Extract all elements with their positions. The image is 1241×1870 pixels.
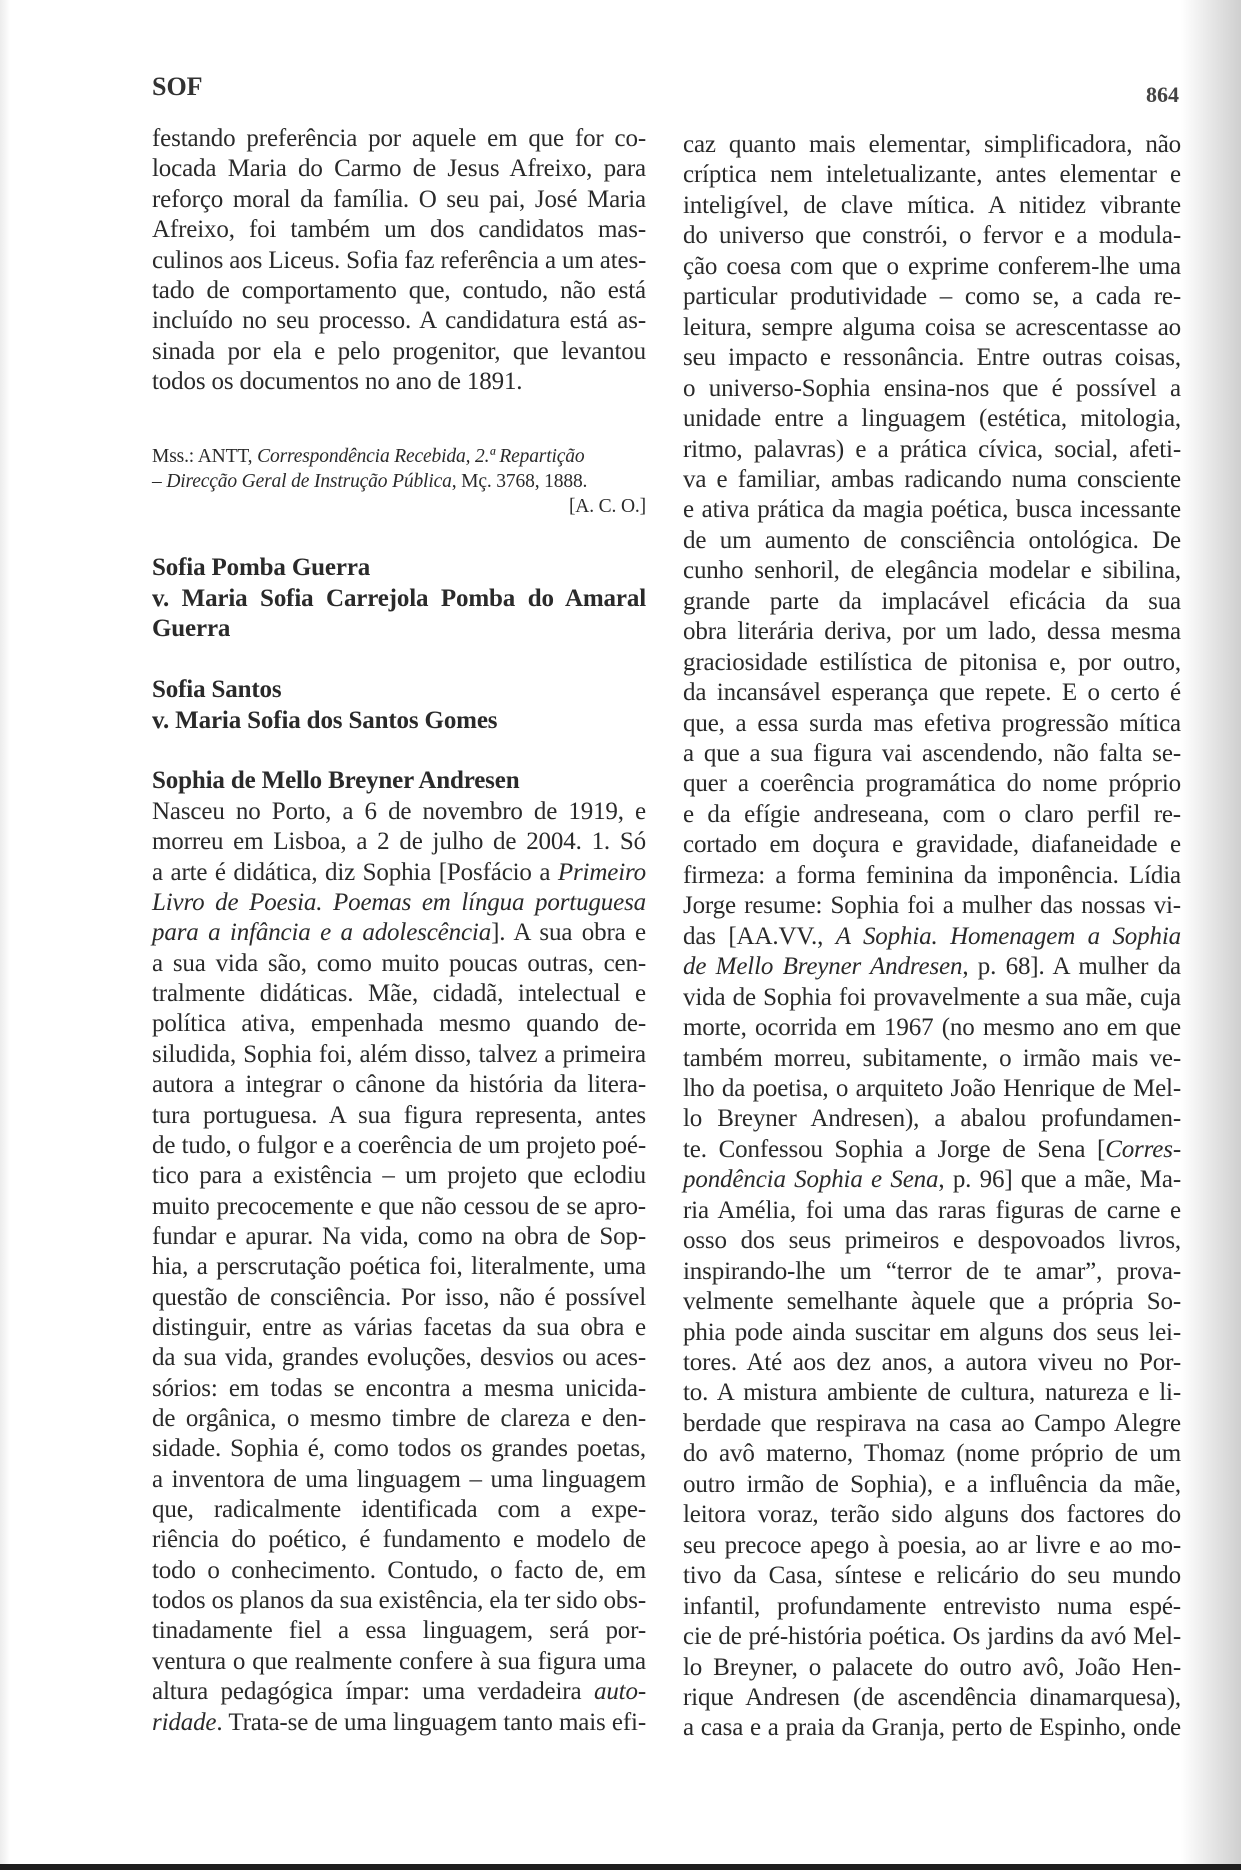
text-line — [152, 215, 646, 245]
text-run: , p. 96] que a mãe, Ma- — [938, 1166, 1182, 1194]
italic-text: auto- — [593, 1678, 646, 1706]
text-run: que, a essa surda mas efetiva progressão mítica — [683, 709, 1181, 737]
text-line — [683, 952, 1181, 982]
text-run: velmente semelhante àquele que a própria So- — [683, 1288, 1181, 1316]
text-run: política ativa, empenhada mesmo quando de- — [152, 1010, 646, 1038]
italic-text: A Sophia. Homenagem a Sophia — [835, 922, 1181, 950]
text-line — [683, 1500, 1181, 1530]
text-run: tura portuguesa. A sua figura representa, antes — [152, 1101, 646, 1129]
text-line — [683, 891, 1181, 921]
text-run: outro irmão de Sophia), e a influência da mãe, — [683, 1470, 1181, 1498]
text-line — [152, 949, 646, 979]
text-run: va e familiar, ambas radicando numa consciente — [683, 465, 1181, 493]
text-line — [152, 1192, 646, 1222]
text-line — [683, 1196, 1181, 1226]
text-run: hia, a perscrutação poética foi, literalmente, uma — [152, 1253, 646, 1281]
text-run: reforço moral da família. O seu pai, José Maria — [152, 185, 646, 213]
text-line — [152, 1131, 646, 1161]
text-line — [152, 1677, 646, 1707]
text-run: morreu em Lisboa, a 2 de julho de 2004. 1. Só — [152, 828, 646, 856]
text-run: unidade entre a linguagem (estética, mitologia, — [683, 405, 1181, 433]
text-run: a casa e a praia da Granja, perto de Espinho, onde — [683, 1714, 1181, 1742]
italic-text: Primeiro — [557, 858, 646, 886]
text-line — [683, 1622, 1181, 1652]
text-run: te. Confessou Sophia a Jorge de Sena [ — [683, 1135, 1106, 1163]
text-run: ventura o que realmente confere à sua figura uma — [152, 1647, 646, 1675]
text-line — [683, 343, 1181, 373]
text-line — [683, 1135, 1181, 1165]
xref-see[interactable]: v. Maria Sofia dos Santos Gomes — [152, 707, 498, 734]
text-run: locada Maria do Carmo de Jesus Afreixo, para — [152, 155, 646, 183]
text-line — [152, 185, 646, 215]
text-line — [152, 827, 646, 857]
text-run: questão de consciência. Por isso, não é possível — [152, 1283, 646, 1311]
text-run: do avô materno, Thomaz (nome próprio de um — [683, 1440, 1181, 1468]
text-line — [683, 404, 1181, 434]
xref-see[interactable]: v. Maria Sofia Carrejola Pomba do Amaral — [152, 585, 646, 612]
text-line — [152, 1434, 646, 1464]
text-run: tado de comportamento que, contudo, não está — [152, 277, 646, 304]
text-run: também morreu, subitamente, o irmão mais ve- — [683, 1044, 1181, 1072]
sources-title: Correspondência Recebida, 2.ª Repartição — [257, 446, 585, 467]
text-run: críptica nem inteletualizante, antes elementar e — [683, 161, 1181, 189]
text-line — [683, 1683, 1181, 1713]
text-line — [683, 1226, 1181, 1256]
text-run: tivo da Casa, síntese e relicário do seu mundo — [683, 1562, 1181, 1590]
page-gutter-shadow — [0, 0, 10, 1870]
text-run: lo Breyner Andresen), a abalou profundamen- — [683, 1105, 1181, 1133]
text-run: , p. 68]. A mulher da — [962, 953, 1181, 981]
sources-suffix: , Mç. 3768, 1888. — [451, 471, 588, 492]
text-line — [683, 922, 1181, 952]
text-run: cie de pré-história poética. Os jardins da avó Mel- — [683, 1623, 1181, 1651]
text-line — [683, 465, 1181, 495]
text-run: seu precoce apego à poesia, ao ar livre e ao mo- — [683, 1531, 1181, 1559]
text-run: rique Andresen (de ascendência dinamarquesa), — [683, 1683, 1181, 1711]
text-run: altura pedagógica ímpar: uma verdadeira — [152, 1678, 594, 1706]
text-line — [152, 858, 646, 888]
text-run: Afreixo, foi também um dos candidatos mas- — [152, 216, 646, 244]
text-run: ria Amélia, foi uma das raras figuras de carne e — [683, 1196, 1181, 1224]
author-initials: [A. C. O.] — [568, 496, 646, 517]
text-line — [683, 1074, 1181, 1104]
text-run: festando preferência por aquele em que for co- — [152, 125, 646, 152]
text-run: to. A mistura ambiente de cultura, natureza e li- — [683, 1379, 1181, 1407]
text-line — [683, 739, 1181, 769]
text-run: tinadamente fiel a essa linguagem, será por- — [152, 1617, 646, 1645]
text-line — [152, 124, 646, 154]
text-run: fundar e apurar. Na vida, como na obra de Sop- — [152, 1222, 646, 1250]
text-line — [683, 1378, 1181, 1408]
italic-text: pondência Sophia e Sena — [683, 1166, 939, 1194]
text-line — [683, 374, 1181, 404]
text-run: Jorge resume: Sophia foi a mulher das nossas vi- — [683, 892, 1181, 920]
text-line — [683, 1713, 1181, 1743]
text-line — [683, 830, 1181, 860]
text-line — [152, 1586, 646, 1616]
text-line — [683, 861, 1181, 891]
text-run: a sua vida são, como muito poucas outras, cen- — [152, 949, 646, 977]
text-run: quer a coerência programática do nome próprio — [683, 770, 1181, 798]
text-line — [683, 160, 1181, 190]
running-head: SOF — [152, 72, 203, 101]
text-line — [683, 252, 1181, 282]
text-run: lho da poetisa, o arquiteto João Henrique de Mel- — [683, 1074, 1181, 1102]
text-line — [683, 709, 1181, 739]
text-line — [683, 1561, 1181, 1591]
text-line — [683, 769, 1181, 799]
italic-text: para a infância e a adolescência — [152, 919, 492, 947]
text-run: infantil, profundamente entrevisto numa espé- — [683, 1592, 1181, 1620]
text-line — [152, 1101, 646, 1131]
text-line — [152, 1040, 646, 1070]
text-run: leitora voraz, terão sido alguns dos factores do — [683, 1501, 1181, 1529]
text-line — [683, 1439, 1181, 1469]
text-line — [683, 313, 1181, 343]
text-run: morte, ocorrida em 1967 (no mesmo ano em que — [683, 1014, 1181, 1042]
text-line — [152, 1465, 646, 1495]
text-run: autora a integrar o cânone da história da litera- — [152, 1071, 646, 1099]
text-line — [683, 221, 1181, 251]
text-run: riência do poético, é fundamento e modelo de — [152, 1526, 646, 1554]
text-line — [152, 918, 646, 948]
text-run: inspirando-lhe um “terror de te amar”, prova- — [683, 1257, 1181, 1285]
text-line — [152, 154, 646, 184]
text-run: lo Breyner, o palacete do outro avô, João Hen- — [683, 1653, 1181, 1681]
text-line — [683, 587, 1181, 617]
text-line — [683, 648, 1181, 678]
text-line — [152, 276, 646, 306]
text-line — [683, 556, 1181, 586]
text-line — [683, 1318, 1181, 1348]
text-run: das [AA.VV., — [683, 922, 836, 950]
entry-heading: Sophia de Mello Breyner Andresen — [152, 767, 520, 794]
text-line — [152, 1616, 646, 1646]
text-line — [683, 1531, 1181, 1561]
text-run: da sua vida, grandes evoluções, desvios ou aces- — [152, 1344, 646, 1372]
text-run: berdade que respirava na casa ao Campo Alegre — [683, 1409, 1181, 1437]
text-run: a arte é didática, diz Sophia [Posfácio a — [152, 858, 558, 886]
text-line — [152, 306, 646, 336]
text-line — [152, 1313, 646, 1343]
text-line — [683, 1592, 1181, 1622]
text-line — [152, 1404, 646, 1434]
text-run: grande parte da implacável eficácia da sua — [683, 587, 1181, 615]
text-line — [152, 367, 646, 397]
text-line — [683, 1470, 1181, 1500]
text-run: de orgânica, o mesmo timbre de clareza e den- — [152, 1405, 646, 1432]
text-run: graciosidade estilística de pitonisa e, por outro, — [683, 648, 1181, 676]
text-line — [683, 191, 1181, 221]
text-line — [152, 1070, 646, 1100]
text-line — [152, 1343, 646, 1373]
text-line — [683, 282, 1181, 312]
text-run: todos os documentos no ano de 1891. — [152, 368, 523, 396]
text-line — [152, 1374, 646, 1404]
text-line — [152, 1495, 646, 1525]
text-run: a que a sua figura vai ascendendo, não falta se- — [683, 740, 1181, 767]
text-run: sórios: em todas se encontra a mesma unicida- — [152, 1374, 646, 1402]
text-run: e da efígie andreseana, com o claro perfil re- — [683, 800, 1181, 828]
text-run: tores. Até aos dez anos, a autora viveu no Por- — [683, 1349, 1181, 1376]
text-run: Nasceu no Porto, a 6 de novembro de 1919, e — [152, 798, 646, 825]
text-run: cunho senhoril, de elegância modelar e sibilina, — [683, 557, 1181, 585]
text-run: ção coesa com que o exprime conferem-lhe uma — [683, 252, 1181, 280]
text-run: de um aumento de consciência ontológica. De — [683, 526, 1181, 554]
text-run: de tudo, o fulgor e a coerência de um projeto poé- — [152, 1131, 646, 1159]
text-line — [683, 678, 1181, 708]
text-line — [683, 526, 1181, 556]
text-run: seu impacto e ressonância. Entre outras coisas, — [683, 344, 1181, 372]
text-run: ritmo, palavras) e a prática cívica, social, afeti- — [683, 435, 1181, 463]
text-line — [152, 337, 646, 367]
text-line — [152, 1708, 646, 1738]
text-line — [683, 1044, 1181, 1074]
page-edge-shadow — [1181, 0, 1241, 1870]
text-run: particular produtividade – como se, a cada re- — [683, 283, 1181, 311]
text-line — [152, 888, 646, 918]
text-run: a inventora de uma linguagem – uma linguagem — [152, 1465, 646, 1493]
text-run: tralmente didáticas. Mãe, cidadã, intelectual e — [152, 980, 646, 1008]
italic-text: de Mello Breyner Andresen — [683, 953, 963, 981]
text-line — [683, 495, 1181, 525]
italic-text: ridade — [152, 1708, 217, 1736]
text-line — [683, 435, 1181, 465]
text-run: todo o conhecimento. Contudo, o facto de, em — [152, 1556, 646, 1584]
text-run: do universo que constrói, o fervor e a modula- — [683, 222, 1181, 250]
text-line — [152, 797, 646, 827]
sources-line-2 — [152, 469, 646, 494]
text-run: firmeza: a forma feminina da imponência. Lídia — [683, 861, 1181, 889]
text-run: osso dos seus primeiros e despovoados livros, — [683, 1227, 1181, 1255]
text-run: o universo-Sophia ensina-nos que é possível a — [683, 374, 1181, 402]
xref-heading: Sofia Santos — [152, 676, 282, 703]
sources-title-cont: – Direcção Geral de Instrução Pública — [152, 471, 452, 492]
text-run: inteligível, de clave mítica. A nitidez vibrante — [683, 191, 1181, 219]
text-run: incluído no seu processo. A candidatura está as- — [152, 307, 646, 335]
text-run: . Trata-se de uma linguagem tanto mais efi- — [216, 1708, 646, 1736]
text-run: distinguir, entre as várias facetas da sua obra e — [152, 1313, 646, 1341]
text-run: obra literária deriva, por um lado, dessa mesma — [683, 618, 1181, 646]
text-run: ]. A sua obra e — [491, 919, 646, 947]
italic-text: Corres- — [1105, 1135, 1181, 1163]
text-line — [152, 1556, 646, 1586]
page-number: 864 — [1146, 82, 1179, 107]
text-line — [683, 1257, 1181, 1287]
xref-heading: Sofia Pomba Guerra — [152, 554, 371, 581]
text-run: culinos aos Liceus. Sofia faz referência a um ates- — [152, 246, 647, 274]
text-line — [683, 617, 1181, 647]
text-line — [152, 1525, 646, 1555]
text-line — [152, 246, 646, 276]
text-run: tico para a existência – um projeto que eclodiu — [152, 1162, 646, 1190]
text-run: muito precocemente e que não cessou de se apro- — [152, 1192, 646, 1220]
text-run: todos os planos da sua existência, ela ter sido obs- — [152, 1587, 646, 1615]
text-line — [683, 1409, 1181, 1439]
text-run: phia pode ainda suscitar em alguns dos seus lei- — [683, 1318, 1181, 1346]
text-line — [152, 1009, 646, 1039]
text-line — [683, 130, 1181, 160]
italic-text: Livro de Poesia. Poemas em língua portuguesa — [152, 889, 646, 917]
text-line — [683, 1165, 1181, 1195]
text-run: sidade. Sophia é, como todos os grandes poetas, — [152, 1435, 646, 1463]
text-run: da incansável esperança que repete. E o certo é — [683, 679, 1181, 707]
text-line — [683, 1104, 1181, 1134]
text-line — [152, 1647, 646, 1677]
scan-bottom-edge — [0, 1864, 1241, 1870]
text-line — [152, 1222, 646, 1252]
text-line — [683, 1287, 1181, 1317]
text-line — [683, 1348, 1181, 1378]
sources-prefix: Mss.: ANTT, — [152, 446, 258, 467]
text-line — [683, 1013, 1181, 1043]
text-run: vida de Sophia foi provavelmente a sua mãe, cuja — [683, 983, 1181, 1011]
text-line — [683, 1653, 1181, 1683]
text-line — [152, 1252, 646, 1282]
text-line — [152, 1283, 646, 1313]
text-run: cortado em doçura e gravidade, diafaneidade e — [683, 831, 1181, 859]
text-run: leitura, sempre alguma coisa se acrescentasse ao — [683, 313, 1181, 341]
text-line — [152, 1161, 646, 1191]
text-run: caz quanto mais elementar, simplificadora, não — [683, 131, 1181, 158]
text-run: sinada por ela e pelo progenitor, que levantou — [152, 337, 646, 365]
text-line — [683, 983, 1181, 1013]
xref-see-cont[interactable]: Guerra — [152, 615, 231, 642]
text-run: siludida, Sophia foi, além disso, talvez a primeira — [152, 1040, 646, 1068]
sources-line-1 — [152, 444, 646, 469]
text-run: que, radicalmente identificada com a expe- — [152, 1496, 646, 1524]
text-run: e ativa prática da magia poética, busca incessante — [683, 496, 1181, 524]
text-line — [152, 979, 646, 1009]
text-line — [683, 800, 1181, 830]
